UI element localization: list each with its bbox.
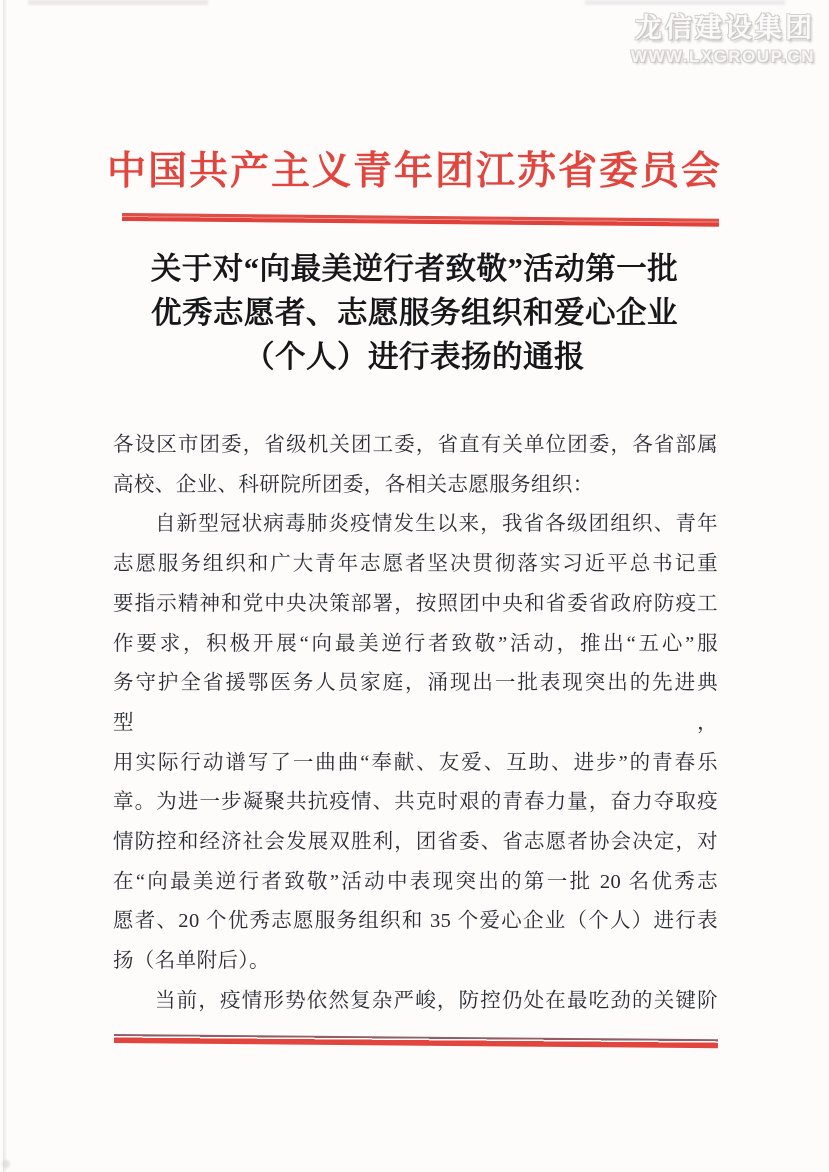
body-line: 章。为进一步凝聚共抗疫情、共克时艰的青春力量，奋力夺取疫 [113,791,718,814]
body-line: 高校、企业、科研院所团委，各相关志愿服务组织： [113,473,594,496]
letterhead-org-title: 中国共产主义青年团江苏省委员会 [106,150,722,193]
watermark-website: WWW.LXGROUP.CN [630,47,815,66]
document-title-line: （个人）进行表扬的通报 [244,340,585,374]
body-line: 愿者、20 个优秀志愿服务组织和 35 个爱心企业（个人）进行表 [113,910,718,933]
body-line: 自新型冠状病毒肺炎疫情发生以来，我省各级团组织、青年 [155,513,718,536]
body-line: 用实际行动谱写了一曲曲“奉献、友爱、互助、进步”的青春乐 [113,751,718,774]
body-line: 作要求，积极开展“向最美逆行者致敬”活动，推出“五心”服 [113,632,718,655]
body-line: 在“向最美逆行者致敬”活动中表现突出的第一批 20 名优秀志 [113,870,718,893]
body-line: 务守护全省援鄂医务人员家庭，涌现出一批表现突出的先进典型， [113,672,718,734]
scan-artifact-top-smudge [28,0,208,5]
body-line: 要指示精神和党中央决策部署，按照团中央和省委省政府防疫工 [113,592,718,615]
scan-artifact-top-smudge [585,0,785,5]
watermark-company-name: 龙信建设集团 [635,13,815,43]
letterhead-rule [122,213,719,227]
watermark [631,6,815,67]
document-title-line: 关于对“向最美逆行者致敬”活动第一批 [150,252,679,286]
document-title [0,247,829,379]
body-text [113,426,718,1022]
body-line: 志愿服务组织和广大青年志愿者坚决贯彻落实习近平总书记重 [113,553,718,576]
body-line: 各设区市团委，省级机关团工委，省直有关单位团委，各省部属 [113,434,718,456]
footer-rule [114,1034,718,1048]
scan-artifact-speck [2,1160,10,1168]
body-line: 情防控和经济社会发展双胜利，团省委、省志愿者协会决定，对 [113,831,718,854]
document-title-line: 优秀志愿者、志愿服务组织和爱心企业 [151,296,678,330]
body-line: 扬（名单附后）。 [113,950,270,973]
body-line: 当前，疫情形势依然复杂严峻，防控仍处在最吃劲的关键阶 [155,989,718,1012]
